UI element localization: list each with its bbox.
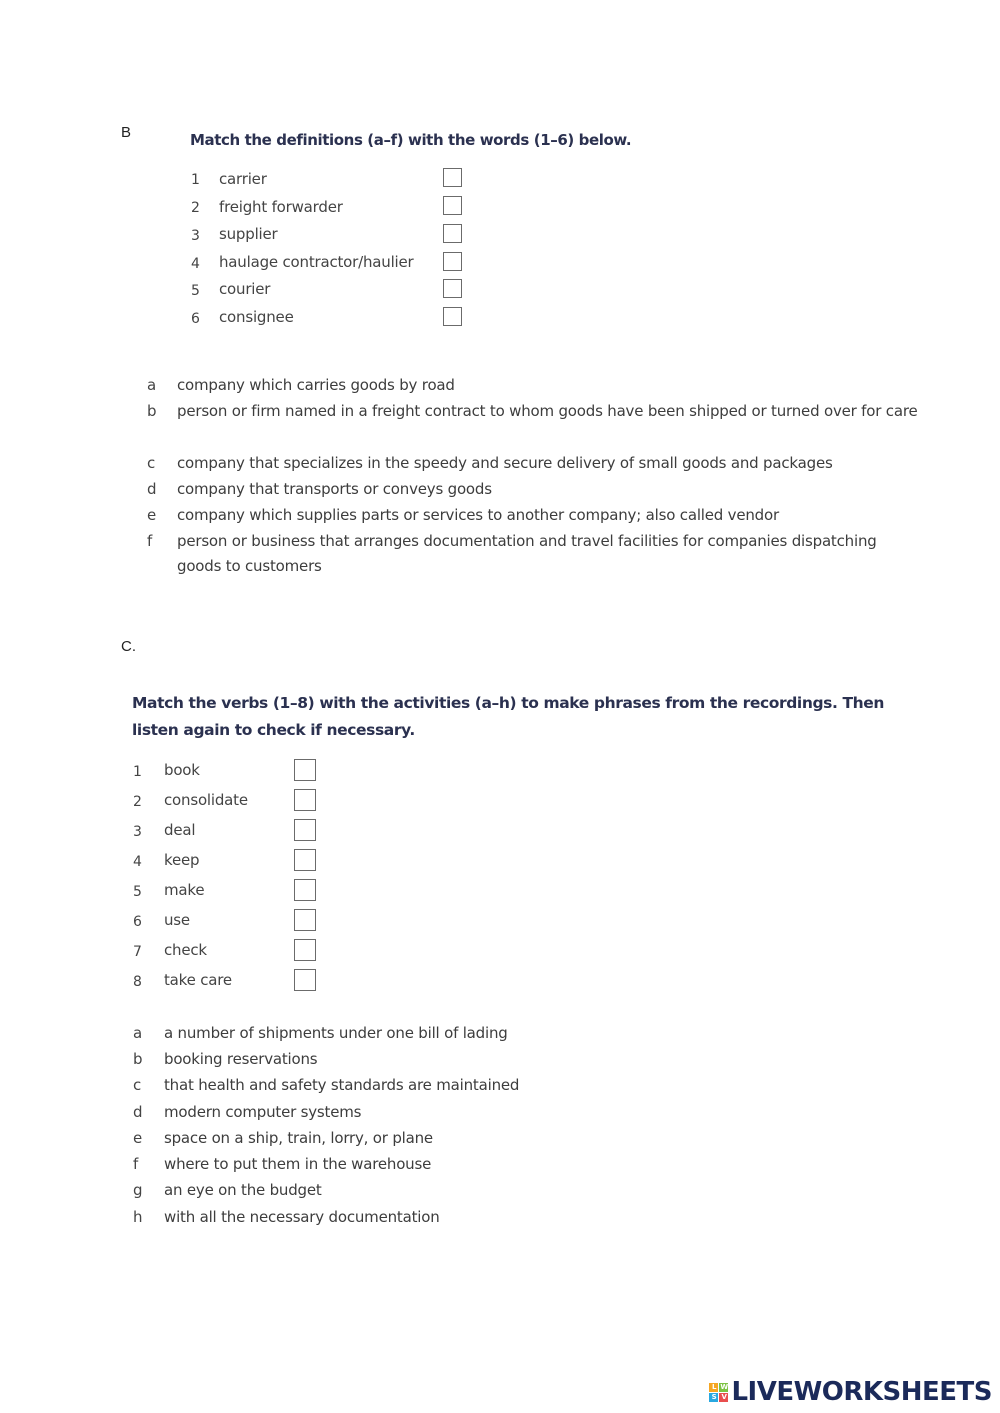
word-number: 5	[191, 283, 200, 299]
word-number: 1	[191, 172, 200, 188]
answer-box-c3[interactable]	[294, 819, 316, 841]
logo-text: LIVEWORKSHEETS	[731, 1377, 992, 1407]
answer-box-b4[interactable]	[443, 252, 462, 271]
verb-number: 8	[133, 974, 142, 990]
section-b-instruction: Match the definitions (a–f) with the words (1–6) below.	[190, 131, 632, 149]
activity-letter: e	[133, 1129, 143, 1147]
verb-label: check	[164, 941, 207, 959]
answer-box-b5[interactable]	[443, 279, 462, 298]
word-label: supplier	[219, 225, 278, 243]
definition-text: person or firm named in a freight contract to whom goods have been shipped or turned over for care	[177, 402, 918, 420]
verb-label: make	[164, 881, 205, 899]
logo-tile: V	[719, 1393, 728, 1402]
verb-label: deal	[164, 821, 196, 839]
section-c-instruction: Match the verbs (1–8) with the activities (a–h) to make phrases from the recordings. Then listen again to check if necessary.	[132, 694, 885, 739]
definition-letter: a	[147, 376, 157, 394]
verb-label: take care	[164, 971, 232, 989]
activity-text: an eye on the budget	[164, 1181, 322, 1199]
activity-text: booking reservations	[164, 1050, 318, 1068]
activity-text: space on a ship, train, lorry, or plane	[164, 1129, 433, 1147]
answer-box-c4[interactable]	[294, 849, 316, 871]
answer-box-b2[interactable]	[443, 196, 462, 215]
definition-text: person or business that arranges documentation and travel facilities for companies dispatching goods to customers	[177, 532, 877, 575]
verb-number: 3	[133, 824, 142, 840]
word-number: 3	[191, 228, 200, 244]
activity-text: with all the necessary documentation	[164, 1208, 440, 1226]
word-number: 2	[191, 200, 200, 216]
verb-number: 2	[133, 794, 142, 810]
definition-letter: c	[147, 454, 156, 472]
answer-box-c6[interactable]	[294, 909, 316, 931]
definition-letter: f	[147, 532, 153, 550]
answer-box-b3[interactable]	[443, 224, 462, 243]
logo-tile: L	[709, 1383, 718, 1392]
word-label: carrier	[219, 170, 267, 188]
definition-text: company that transports or conveys goods	[177, 480, 492, 498]
word-number: 4	[191, 256, 200, 272]
activity-text: where to put them in the warehouse	[164, 1155, 432, 1173]
word-number: 6	[191, 311, 200, 327]
section-b-label: B	[121, 124, 132, 141]
definition-letter: e	[147, 506, 157, 524]
verb-number: 4	[133, 854, 142, 870]
activity-letter: h	[133, 1208, 143, 1226]
section-c-label: C.	[121, 638, 136, 655]
activity-letter: d	[133, 1103, 143, 1121]
verb-label: book	[164, 761, 200, 779]
answer-box-c5[interactable]	[294, 879, 316, 901]
answer-box-b6[interactable]	[443, 307, 462, 326]
verb-label: consolidate	[164, 791, 248, 809]
activity-letter: b	[133, 1050, 143, 1068]
word-label: freight forwarder	[219, 198, 343, 216]
logo-tile: S	[709, 1393, 718, 1402]
word-label: haulage contractor/haulier	[219, 253, 414, 271]
activity-text: a number of shipments under one bill of lading	[164, 1024, 508, 1042]
answer-box-c7[interactable]	[294, 939, 316, 961]
verb-number: 7	[133, 944, 142, 960]
answer-box-c8[interactable]	[294, 969, 316, 991]
definition-text: company which supplies parts or services to another company; also called vendor	[177, 506, 779, 524]
definition-letter: b	[147, 402, 157, 420]
verb-label: use	[164, 911, 190, 929]
definition-text: company that specializes in the speedy and secure delivery of small goods and packages	[177, 454, 833, 472]
activity-letter: f	[133, 1155, 139, 1173]
word-label: consignee	[219, 308, 294, 326]
answer-box-c1[interactable]	[294, 759, 316, 781]
word-label: courier	[219, 280, 271, 298]
verb-number: 6	[133, 914, 142, 930]
definition-letter: d	[147, 480, 157, 498]
answer-box-c2[interactable]	[294, 789, 316, 811]
activity-text: modern computer systems	[164, 1103, 362, 1121]
definition-text: company which carries goods by road	[177, 376, 455, 394]
activity-text: that health and safety standards are maintained	[164, 1076, 520, 1094]
logo-tile: W	[720, 1382, 728, 1391]
activity-letter: g	[133, 1181, 143, 1199]
answer-box-b1[interactable]	[443, 168, 462, 187]
verb-number: 5	[133, 884, 142, 900]
liveworksheets-logo-icon	[709, 1383, 728, 1402]
liveworksheets-logo	[709, 1377, 992, 1407]
activity-letter: a	[133, 1024, 143, 1042]
verb-label: keep	[164, 851, 200, 869]
activity-letter: c	[133, 1076, 142, 1094]
verb-number: 1	[133, 764, 142, 780]
